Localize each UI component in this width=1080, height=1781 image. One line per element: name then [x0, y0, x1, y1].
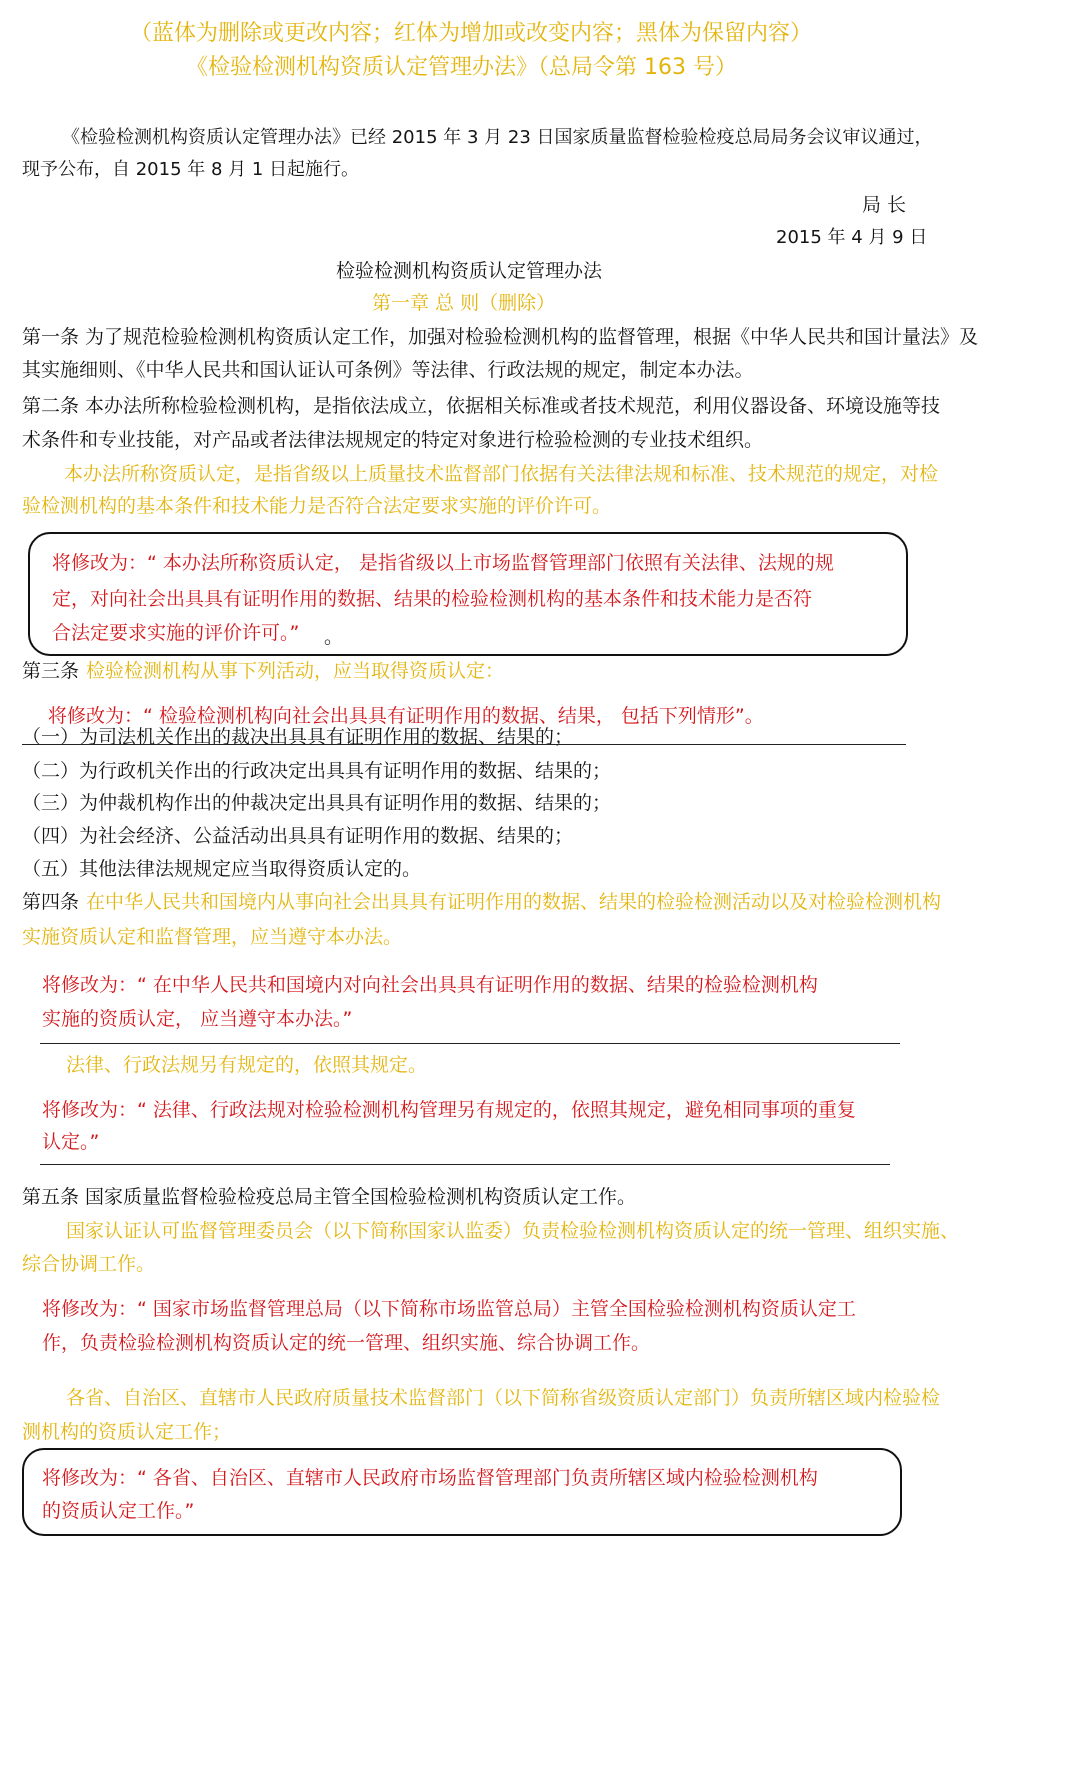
article-3-item-5: （五）其他法律法规规定应当取得资质认定的。	[22, 858, 422, 880]
article-3-item-4: （四）为社会经济、公益活动出具具有证明作用的数据、结果的；	[22, 825, 574, 847]
signer: 局 长	[862, 194, 907, 216]
article-4-label: 第四条	[22, 891, 80, 913]
article-2-line-2: 术条件和专业技能，对产品或者法律法规规定的特定对象进行检验检测的专业技术组织。	[22, 429, 764, 451]
article-5-amendment-line-1: 将修改为：“ 国家市场监督管理总局（以下简称市场监管总局）主管全国检验检测机构资质认定工	[42, 1298, 856, 1320]
article-5-deleted-line-3: 各省、自治区、直辖市人民政府质量技术监督部门（以下简称省级资质认定部门）负责所辖区域内检验检	[66, 1387, 941, 1409]
article-5-line-1: 第五条 国家质量监督检验检疫总局主管全国检验检测机构资质认定工作。	[22, 1186, 637, 1208]
article-2-deleted-line-1: 本办法所称资质认定，是指省级以上质量技术监督部门依据有关法律法规和标准、技术规范的规定，对检	[64, 463, 939, 485]
article-3-item-2: （二）为行政机关作出的行政决定出具具有证明作用的数据、结果的；	[22, 760, 612, 782]
article-2-amendment-line-2: 定，对向社会出具具有证明作用的数据、结果的检验检测机构的基本条件和技术能力是否符	[52, 588, 813, 610]
article-4-amendment-line-3: 将修改为：“ 法律、行政法规对检验检测机构管理另有规定的，依照其规定，避免相同事项的重复	[42, 1099, 856, 1121]
article-3-label: 第三条	[22, 660, 80, 682]
chapter-1-heading: 第一章 总 则（删除）	[372, 292, 556, 314]
article-5-deleted-line-4: 测机构的资质认定工作；	[22, 1421, 232, 1443]
article-4-amendment-line-1: 将修改为：“ 在中华人民共和国境内对向社会出具具有证明作用的数据、结果的检验检测机构	[42, 974, 818, 996]
article-5-amendment-line-2: 作，负责检验检测机构资质认定的统一管理、组织实施、综合协调工作。	[42, 1332, 651, 1354]
legend-line: （蓝体为删除或更改内容；红体为增加或改变内容；黑体为保留内容）	[130, 21, 813, 46]
divider	[40, 1043, 900, 1044]
article-4-amendment-line-2: 实施的资质认定， 应当遵守本办法。”	[42, 1008, 353, 1030]
article-5-deleted-line-1: 国家认证认可监督管理委员会（以下简称国家认监委）负责检验检测机构资质认定的统一管理、组织实施、	[66, 1220, 960, 1242]
article-4-deleted-line-3: 法律、行政法规另有规定的，依照其规定。	[66, 1054, 428, 1076]
article-3-item-1: （一）为司法机关作出的裁决出具具有证明作用的数据、结果的；	[22, 726, 574, 748]
article-3-deleted-text: 检验检测机构从事下列活动，应当取得资质认定：	[86, 660, 505, 682]
article-3-item-3: （三）为仲裁机构作出的仲裁决定出具具有证明作用的数据、结果的；	[22, 792, 612, 814]
law-title: 检验检测机构资质认定管理办法	[336, 260, 603, 282]
article-2-line-1: 第二条 本办法所称检验检测机构，是指依法成立，依据相关标准或者技术规范，利用仪器设备、环境设施等技	[22, 395, 941, 417]
article-4-deleted-line-1: 在中华人民共和国境内从事向社会出具具有证明作用的数据、结果的检验检测活动以及对检验检测机构	[86, 891, 942, 913]
article-1-line-2: 其实施细则、《中华人民共和国认证认可条例》等法律、行政法规的规定，制定本办法。	[22, 359, 754, 381]
article-1-line-1: 第一条 为了规范检验检测机构资质认定工作，加强对检验检测机构的监督管理，根据《中华人民共和国计量法》及	[22, 326, 979, 348]
article-5-deleted-line-2: 综合协调工作。	[22, 1253, 156, 1275]
article-5-amendment-line-3: 将修改为：“ 各省、自治区、直辖市人民政府市场监督管理部门负责所辖区域内检验检测机构	[42, 1467, 818, 1489]
article-2-amendment-line-3: 合法定要求实施的评价许可。”	[52, 622, 300, 644]
divider	[40, 1164, 890, 1165]
article-5-amendment-line-4: 的资质认定工作。”	[42, 1500, 195, 1522]
preamble-line-1: 《检验检测机构资质认定管理办法》已经 2015 年 3 月 23 日国家质量监督检验检疫总局局务会议审议通过，	[62, 127, 933, 148]
issue-date: 2015 年 4 月 9 日	[776, 227, 928, 248]
article-4-amendment-line-4: 认定。”	[42, 1131, 100, 1153]
article-2-deleted-line-2: 验检测机构的基本条件和技术能力是否符合法定要求实施的评价许可。	[22, 495, 612, 517]
article-2-amendment-period: 。	[324, 626, 344, 648]
article-2-amendment-line-1: 将修改为：“ 本办法所称资质认定， 是指省级以上市场监督管理部门依照有关法律、法规的规	[52, 552, 834, 574]
divider	[22, 744, 906, 745]
doc-title: 《检验检测机构资质认定管理办法》（总局令第 163 号）	[186, 55, 737, 80]
preamble-line-2: 现予公布，自 2015 年 8 月 1 日起施行。	[22, 159, 360, 180]
article-3-amendment: 将修改为：“ 检验检测机构向社会出具具有证明作用的数据、结果， 包括下列情形”。	[48, 705, 764, 727]
article-4-deleted-line-2: 实施资质认定和监督管理，应当遵守本办法。	[22, 926, 403, 948]
